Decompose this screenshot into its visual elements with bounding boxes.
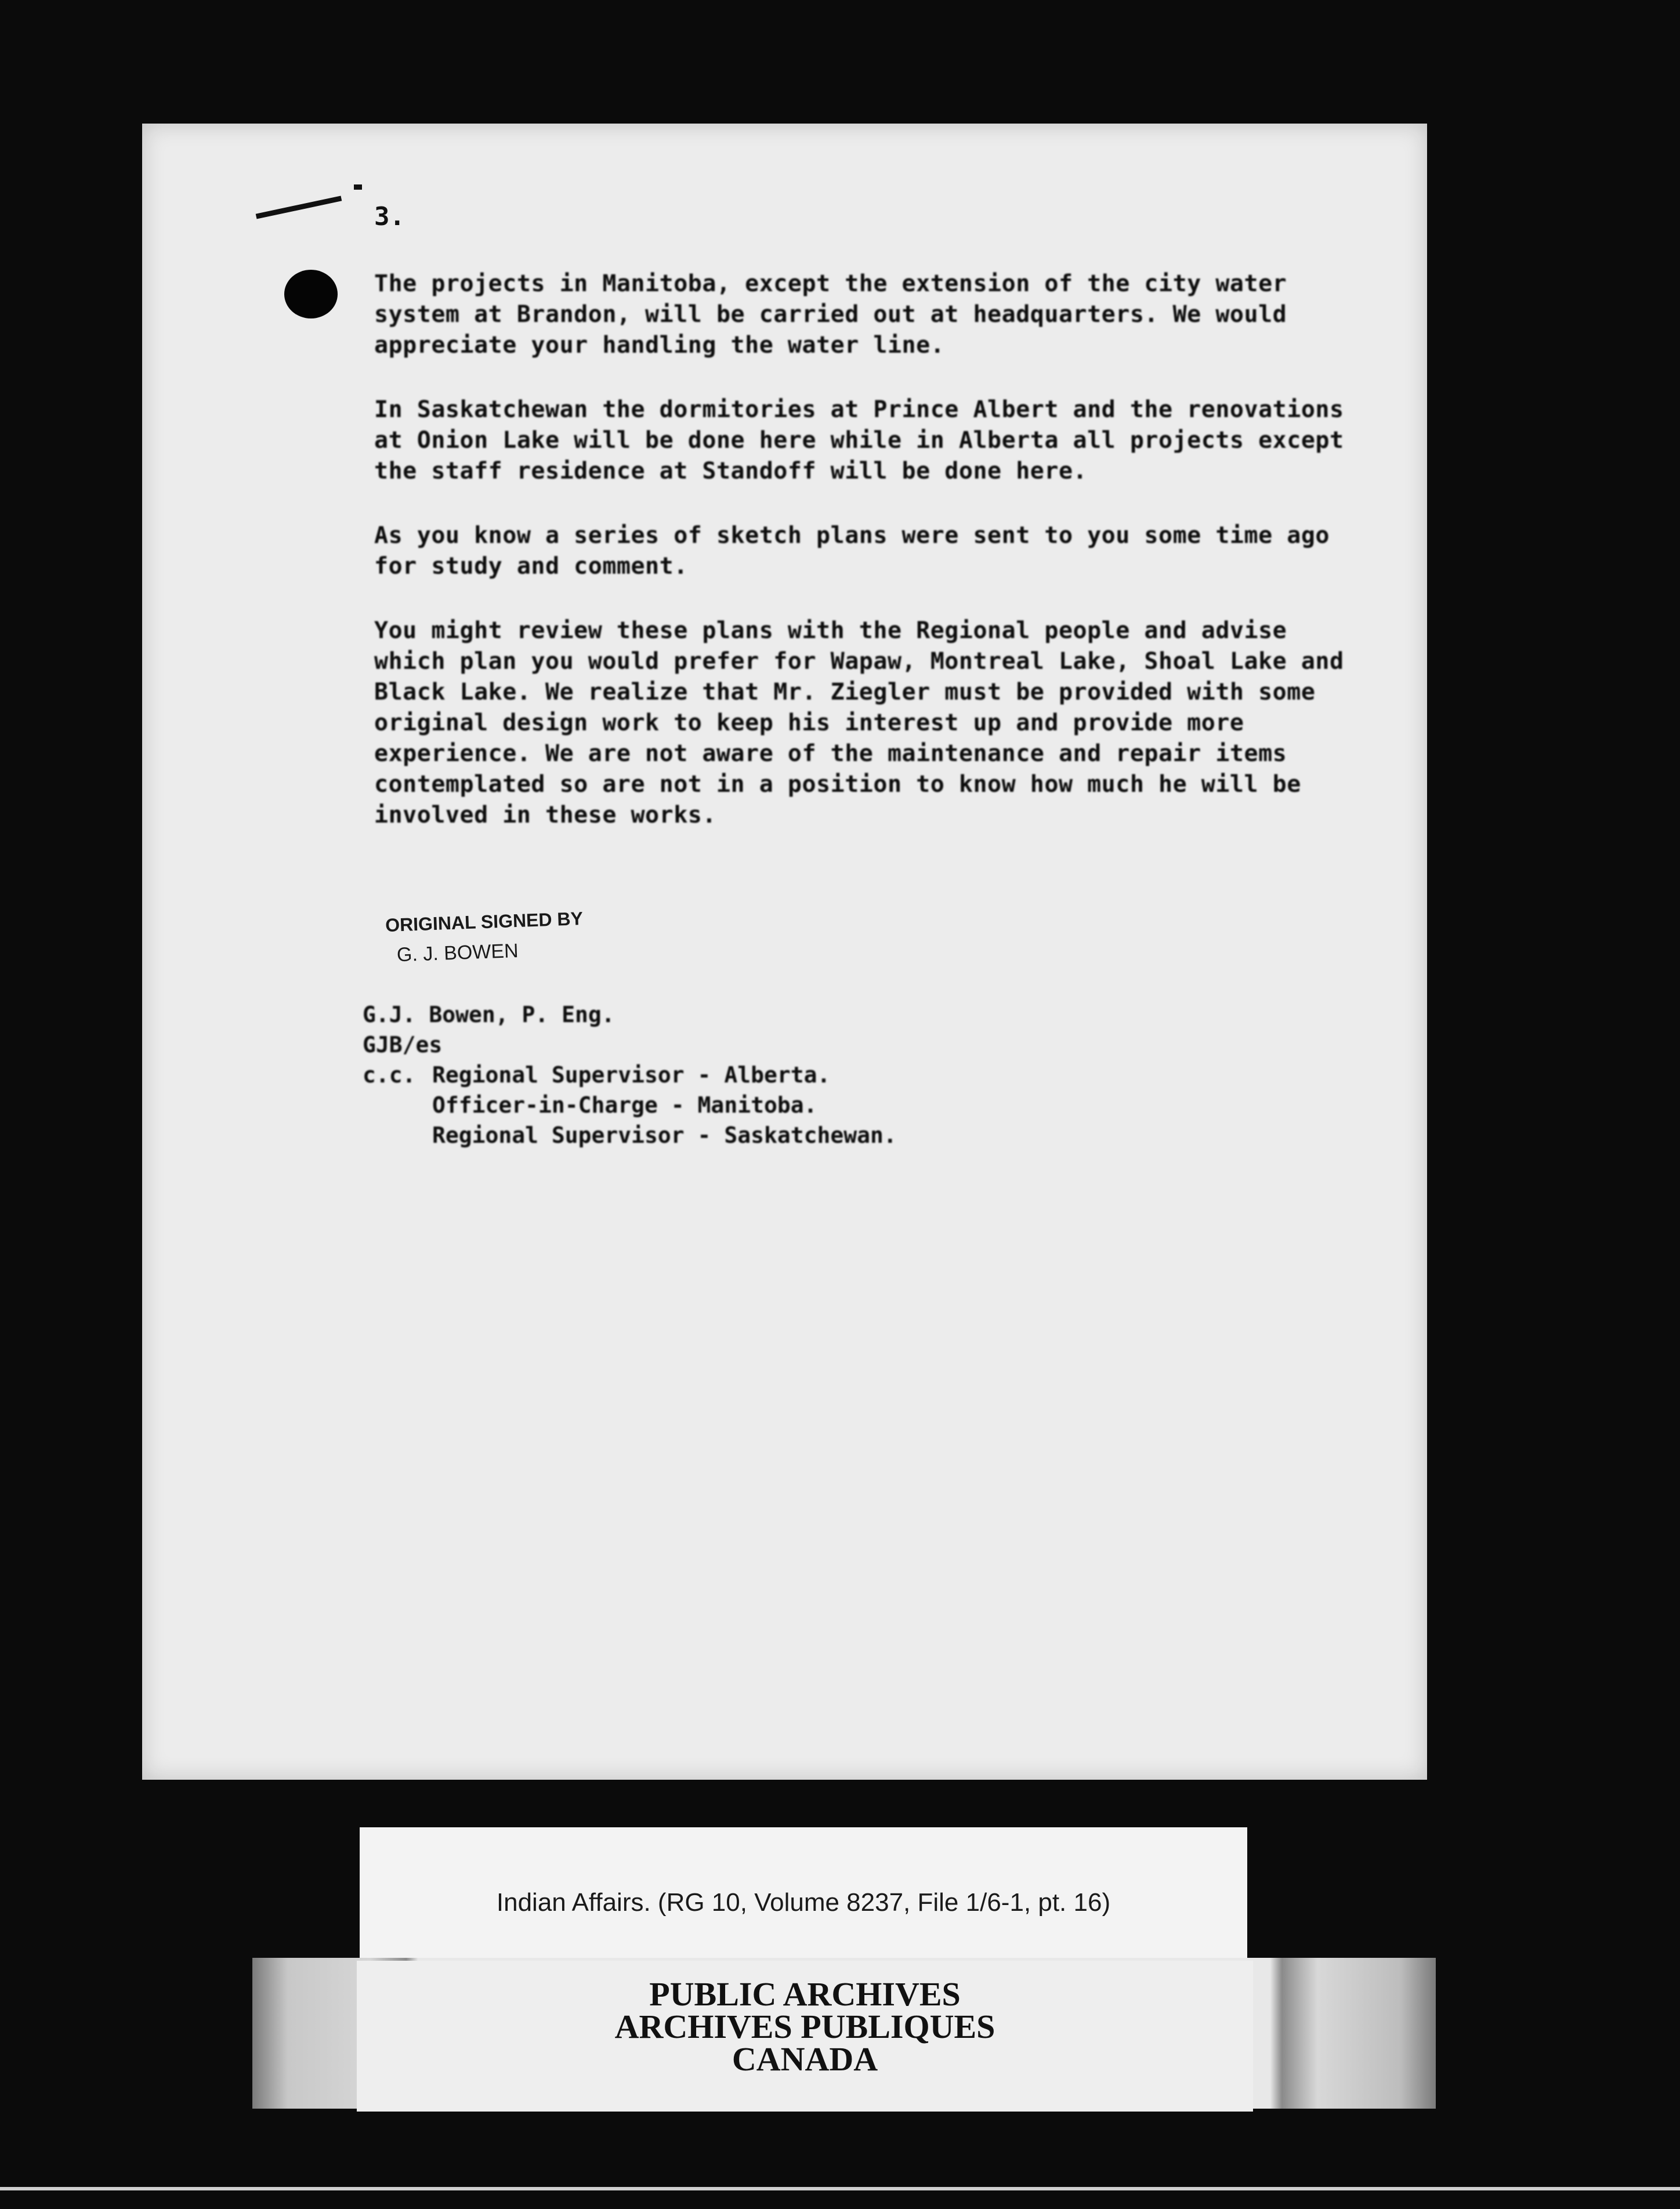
pen-mark xyxy=(256,196,342,219)
archives-line: PUBLIC ARCHIVES xyxy=(649,1975,961,2013)
cc-row xyxy=(363,1090,897,1120)
paragraph: In Saskatchewan the dormitories at Prince Albert and the renovations at Onion Lake will be done here while in Alberta all projects except the staff residence at Standoff will be done here. xyxy=(374,396,1344,484)
page-number: 3. xyxy=(374,202,405,231)
document-page xyxy=(142,124,1427,1780)
archives-line: CANADA xyxy=(732,2040,878,2078)
cc-recipient: Regional Supervisor - Saskatchewan. xyxy=(432,1122,897,1148)
stamp-name: G. J. BOWEN xyxy=(396,939,519,966)
cc-recipient: Officer-in-Charge - Manitoba. xyxy=(432,1092,817,1118)
pen-mark xyxy=(354,184,362,190)
paragraph: The projects in Manitoba, except the extension of the city water system at Brandon, will be carried out at headquarters. We would appreciate your handling the water line. xyxy=(374,270,1287,358)
paragraph: As you know a series of sketch plans were sent to you some time ago for study and comment. xyxy=(374,522,1330,580)
citation-label xyxy=(360,1827,1247,1969)
stamp-line: ORIGINAL SIGNED BY xyxy=(385,908,584,936)
punch-hole xyxy=(284,270,338,318)
cc-recipient: Regional Supervisor - Alberta. xyxy=(432,1062,831,1088)
archives-line: ARCHIVES PUBLIQUES xyxy=(614,2008,995,2045)
signature-block xyxy=(363,1000,897,1150)
cc-row xyxy=(363,1060,897,1090)
letter-body xyxy=(374,269,1360,864)
cc-row xyxy=(363,1120,897,1150)
film-edge xyxy=(0,2187,1680,2190)
paragraph: You might review these plans with the Regional people and advise which plan you would prefer for Wapaw, Montreal Lake, Shoal Lake and Black Lake. We realize that Mr. Ziegler must be provided with some original design work to keep his interest up and provide more experience. We are not aware of the maintenance and repair items contemplated so are not in a position to know how much he will be involved in these works. xyxy=(374,617,1344,828)
archives-title xyxy=(357,1975,1253,2078)
signature-stamp xyxy=(385,903,584,970)
citation-text: Indian Affairs. (RG 10, Volume 8237, File 1/6-1, pt. 16) xyxy=(496,1888,1111,1917)
signer-name: G.J. Bowen, P. Eng. xyxy=(363,1002,615,1027)
archives-label xyxy=(357,1961,1253,2112)
cc-label: c.c. xyxy=(363,1062,416,1088)
reference-initials: GJB/es xyxy=(363,1032,443,1058)
